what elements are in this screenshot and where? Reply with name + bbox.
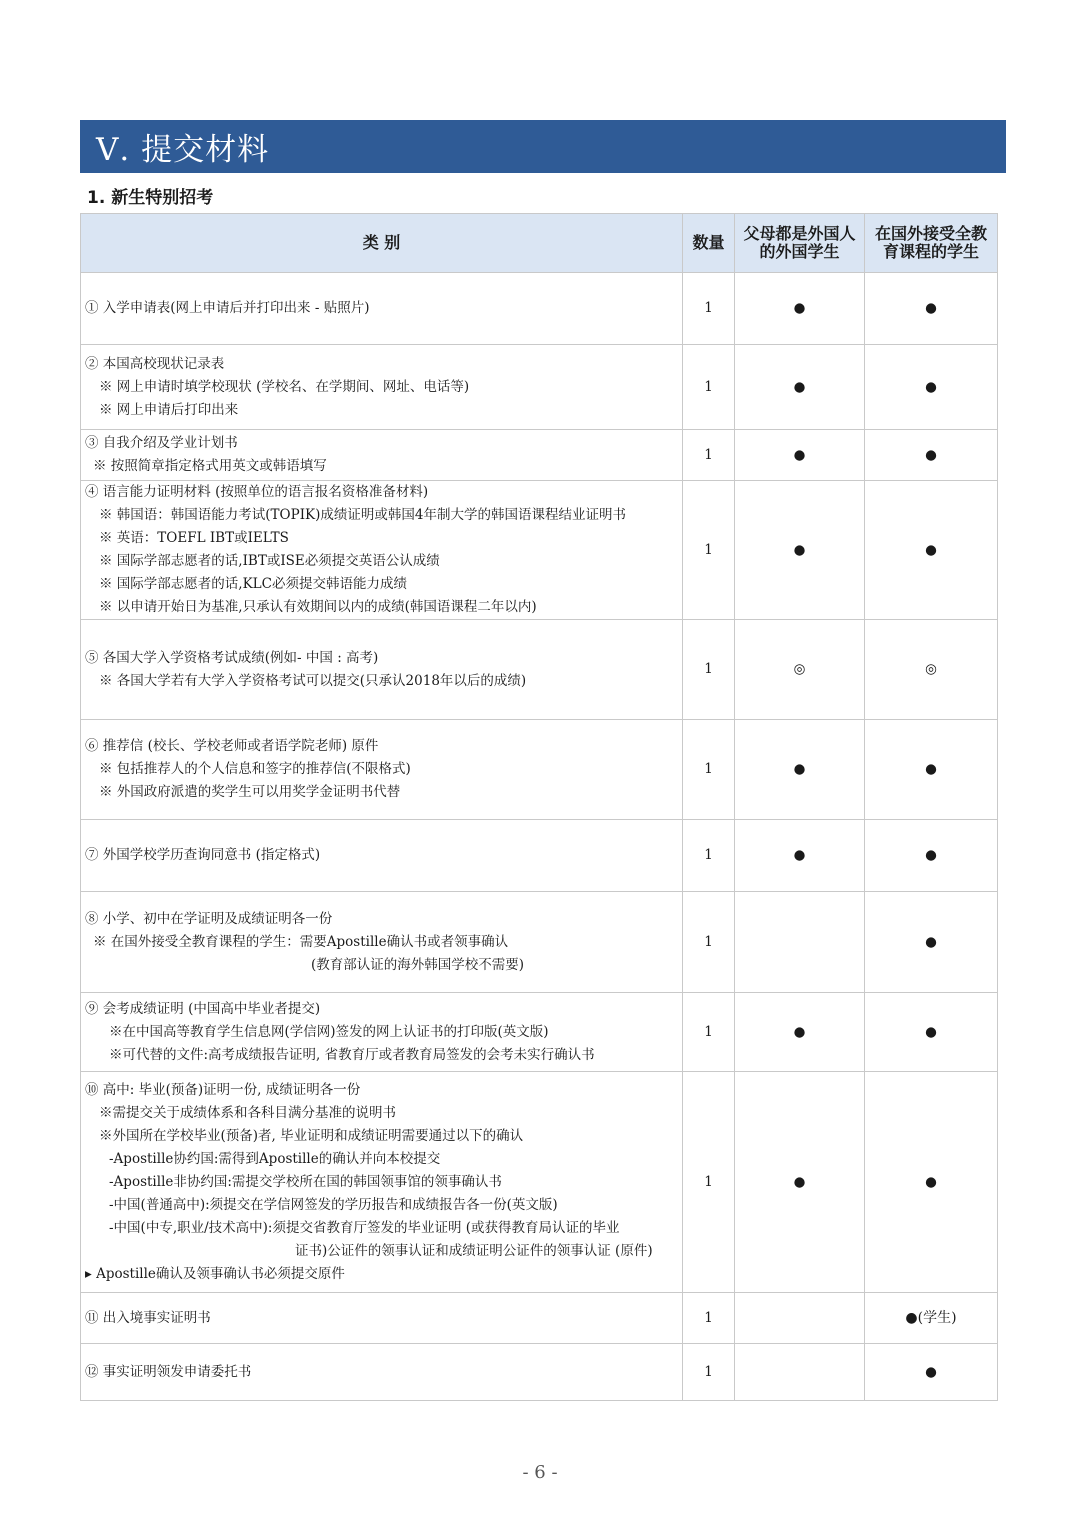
row-line: ※可代替的文件:高考成绩报告证明, 省教育厅或者教育局签发的会考未实行确认书 (109, 1046, 595, 1063)
row-mark-foreign-parents: ● (735, 273, 865, 345)
row-quantity: 1 (683, 1072, 735, 1293)
row-line: ⑤ 各国大学入学资格考试成绩(例如- 中国 : 高考) (85, 649, 379, 666)
table-header-row (81, 214, 998, 273)
row-line: ③ 自我介绍及学业计划书 (85, 435, 238, 451)
table-row (81, 1344, 998, 1401)
row-quantity: 1 (683, 820, 735, 892)
row-mark-abroad: ● (865, 430, 998, 481)
row-line: ⑫ 事实证明领发申请委托书 (85, 1363, 252, 1380)
table-row (81, 720, 998, 820)
row-category (81, 820, 683, 892)
row-mark-foreign-parents: ● (735, 993, 865, 1072)
row-quantity: 1 (683, 273, 735, 345)
row-line: ※ 包括推荐人的个人信息和签字的推荐信(不限格式) (99, 761, 411, 777)
table-row (81, 345, 998, 430)
row-line: ※在中国高等教育学生信息网(学信网)签发的网上认证书的打印版(英文版) (109, 1023, 549, 1040)
row-mark-abroad: ● (865, 1344, 998, 1401)
row-mark-foreign-parents: ● (735, 1072, 865, 1293)
row-mark-foreign-parents (735, 1344, 865, 1401)
row-category (81, 273, 683, 345)
row-line: ※ 以申请开始日为基准,只承认有效期间以内的成绩(韩国语课程二年以内) (99, 599, 537, 615)
row-mark-abroad: ● (865, 481, 998, 620)
row-line: ※ 网上申请后打印出来 (99, 401, 239, 418)
row-line: ※ 网上申请时填学校现状 (学校名、在学期间、网址、电话等) (99, 378, 470, 395)
page-number: - 6 - (522, 1462, 558, 1483)
row-quantity: 1 (683, 620, 735, 720)
row-category (81, 430, 683, 481)
row-quantity: 1 (683, 993, 735, 1072)
table-row (81, 481, 998, 620)
row-line: ⑥ 推荐信 (校长、学校老师或者语学院老师) 原件 (85, 738, 379, 754)
row-line: ⑨ 会考成绩证明 (中国高中毕业者提交) (85, 1000, 321, 1017)
header-quantity: 数量 (683, 214, 735, 273)
row-mark-abroad: ●(学生) (865, 1293, 998, 1344)
table-row (81, 620, 998, 720)
header-foreign-parents-line2: 的外国学生 (759, 242, 840, 261)
subsection-title: 1. 新生特别招考 (87, 188, 214, 208)
row-line: ① 入学申请表(网上申请后并打印出来 - 贴照片) (85, 300, 370, 316)
row-mark-foreign-parents: ● (735, 720, 865, 820)
materials-table (80, 213, 998, 1401)
table-row (81, 430, 998, 481)
row-mark-abroad: ● (865, 820, 998, 892)
row-category (81, 892, 683, 993)
row-mark-foreign-parents: ● (735, 481, 865, 620)
row-mark-abroad: ◎ (865, 620, 998, 720)
row-line: (教育部认证的海外韩国学校不需要) (311, 956, 525, 973)
row-line: ⑪ 出入境事实证明书 (85, 1309, 211, 1326)
row-category (81, 1293, 683, 1344)
row-category (81, 1072, 683, 1293)
row-quantity: 1 (683, 720, 735, 820)
row-category (81, 1344, 683, 1401)
row-line: -中国(普通高中):须提交在学信网签发的学历报告和成绩报告各一份(英文版) (109, 1196, 558, 1213)
row-line: -Apostille非协约国:需提交学校所在国的韩国领事馆的领事确认书 (109, 1173, 502, 1190)
section-header (80, 120, 1006, 173)
row-category (81, 993, 683, 1072)
row-mark-foreign-parents: ● (735, 820, 865, 892)
row-mark-foreign-parents: ● (735, 345, 865, 430)
row-mark-foreign-parents: ● (735, 430, 865, 481)
header-foreign-parents (735, 214, 865, 273)
row-category (81, 720, 683, 820)
row-mark-foreign-parents (735, 892, 865, 993)
row-line: ※ 外国政府派遣的奖学生可以用奖学金证明书代替 (99, 784, 401, 800)
row-mark-abroad: ● (865, 720, 998, 820)
row-quantity: 1 (683, 430, 735, 481)
row-line: ※ 英语：TOEFL IBT或IELTS (99, 530, 289, 546)
row-category (81, 481, 683, 620)
row-line: ▸ Apostille确认及领事确认书必须提交原件 (85, 1265, 345, 1282)
row-mark-foreign-parents (735, 1293, 865, 1344)
header-abroad-line1: 在国外接受全教 (874, 224, 987, 243)
row-line: ※ 韩国语：韩国语能力考试(TOPIK)成绩证明或韩国4年制大学的韩国语课程结业证明书 (99, 507, 626, 523)
row-mark-abroad: ● (865, 345, 998, 430)
row-line: ⑧ 小学、初中在学证明及成绩证明各一份 (85, 910, 333, 927)
table-row (81, 1072, 998, 1293)
row-mark-abroad: ● (865, 1072, 998, 1293)
row-quantity: 1 (683, 1344, 735, 1401)
table-row (81, 892, 998, 993)
header-abroad-education (865, 214, 998, 273)
row-mark-abroad: ● (865, 993, 998, 1072)
row-mark-abroad: ● (865, 273, 998, 345)
table-row (81, 273, 998, 345)
table-row (81, 1293, 998, 1344)
row-quantity: 1 (683, 345, 735, 430)
row-line: ⑦ 外国学校学历查询同意书 (指定格式) (85, 847, 321, 863)
row-quantity: 1 (683, 892, 735, 993)
row-line: 证书)公证件的领事认证和成绩证明公证件的领事认证 (原件) (295, 1242, 653, 1259)
table-row (81, 820, 998, 892)
table-row (81, 993, 998, 1072)
section-title: Ⅴ. 提交材料 (96, 132, 270, 168)
header-foreign-parents-line1: 父母都是外国人 (743, 224, 856, 243)
row-line: ④ 语言能力证明材料 (按照单位的语言报名资格准备材料) (85, 484, 429, 500)
header-abroad-line2: 育课程的学生 (882, 242, 979, 261)
row-line: ※ 国际学部志愿者的话,IBT或ISE必须提交英语公认成绩 (99, 553, 440, 569)
row-line: ※需提交关于成绩体系和各科目满分基准的说明书 (99, 1104, 396, 1121)
row-line: ※ 在国外接受全教育课程的学生：需要Apostille确认书或者领事确认 (93, 933, 509, 950)
row-line: -Apostille协约国:需得到Apostille的确认并向本校提交 (109, 1150, 441, 1167)
row-line: ⑩ 高中: 毕业(预备)证明一份, 成绩证明各一份 (85, 1081, 361, 1098)
row-mark-abroad: ● (865, 892, 998, 993)
row-quantity: 1 (683, 1293, 735, 1344)
row-line: ※ 国际学部志愿者的话,KLC必须提交韩语能力成绩 (99, 576, 407, 592)
row-mark-foreign-parents: ◎ (735, 620, 865, 720)
row-line: ※ 各国大学若有大学入学资格考试可以提交(只承认2018年以后的成绩) (99, 672, 527, 689)
row-line: ※外国所在学校毕业(预备)者, 毕业证明和成绩证明需要通过以下的确认 (99, 1127, 524, 1144)
row-category (81, 620, 683, 720)
header-category: 类 别 (81, 214, 683, 273)
row-line: ※ 按照简章指定格式用英文或韩语填写 (93, 458, 327, 474)
row-quantity: 1 (683, 481, 735, 620)
row-line: -中国(中专,职业/技术高中):须提交省教育厅签发的毕业证明 (或获得教育局认证的毕业 (109, 1219, 620, 1236)
row-category (81, 345, 683, 430)
row-line: ② 本国高校现状记录表 (85, 355, 225, 372)
